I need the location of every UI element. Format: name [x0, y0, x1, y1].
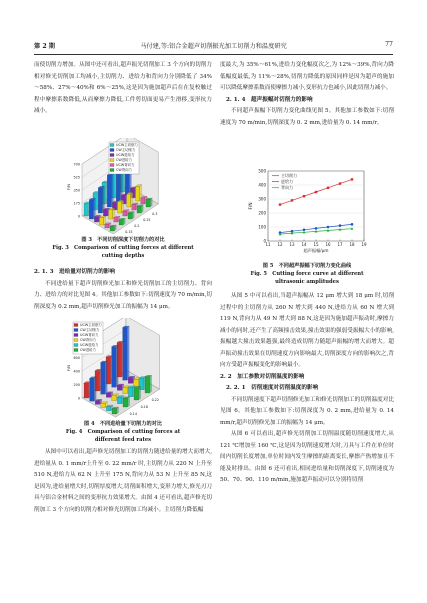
header-rule [34, 54, 393, 55]
data-point [303, 195, 305, 197]
bar-fig3-0-2 [94, 217, 98, 222]
left-paragraph-1: 而使切削力增加。从图中还可看出,超声振光切削加工 3 个方向的切削力相对修光切削加工均减小,主切削力、进给力和背向力分别降低了 34%～58%、27%～40%和 6%～25%,这是因为施加超声后在在复校触过程中摩擦系数降低,从而摩擦力降低,工件剪切面更易产生滑移,变形抗力减小。 [34, 62, 212, 114]
x-tick-label: 11 [265, 242, 271, 247]
y-tick-label: 600 [73, 356, 80, 360]
bar-fig4-0-2 [95, 401, 100, 405]
bar-side [102, 186, 104, 213]
running-title: 马付建,等:铝合金超声切削振光加工切削力和温度研究 [140, 43, 287, 50]
category-label: 0.22 [151, 398, 159, 403]
x-tick-label: 17 [337, 242, 343, 247]
legend-entry: UCW进给力 [116, 153, 135, 157]
bar-fig4-0-5 [112, 409, 117, 414]
bar-fig3-3-3 [127, 194, 131, 207]
bar-fig3-0-1 [89, 200, 93, 219]
category-label: 0.15 [125, 230, 133, 234]
y-tick-label: 350 [73, 188, 80, 193]
bar-side [141, 205, 143, 213]
legend-swatch [74, 344, 78, 347]
legend-entry: UCW主切削力 [80, 323, 102, 327]
category-label: 0.14 [129, 412, 137, 417]
bar-fig4-2-4 [128, 387, 133, 396]
y-tick-label: 500 [258, 168, 266, 174]
bar-fig3-2-5 [128, 213, 132, 219]
y-axis-label: F/N [67, 365, 71, 371]
bar-fig3-0-5 [110, 227, 114, 231]
left-paragraph-3: 从图中可以看出,超声修光切削加工的切削力随进给量的增大而增大,进给量从 0. 1 mm/r上升至 0. 22 mm/r 时,主切削力从 220 N 上升至 510 N,进给力从 62 N 上升至 175 N,背向力从 53 N 上升至 85 N,这是因为,进给量增大时,切削厚度增大,切削面积增大,变形力增大,修光刃刀具与铝合金材料之间的变形抗力效果增大。由图 4 还可看出,超声修光切削加工 3 个方向的切削力相对修光切削加工均减小。主切削力降低幅 [34, 449, 212, 513]
legend-entry: CW背向力 [116, 168, 132, 172]
bar-fig3-4-4 [141, 198, 145, 204]
data-point [351, 223, 354, 226]
y-tick-label: 700 [73, 162, 80, 167]
bar-fig4-0-3 [101, 403, 106, 407]
fig3-caption-en-2: cutting depths [101, 253, 145, 259]
bar-fig3-1-3 [109, 210, 113, 219]
fig4-caption-en-1: Fig. 4 Comparison of cutting forces at [65, 429, 181, 435]
y-tick-label: 175 [73, 201, 80, 206]
fig5-caption [220, 262, 394, 286]
y-axis-label: F/N [248, 202, 253, 210]
bar-side [150, 198, 152, 207]
bar-fig4-2-1 [112, 347, 117, 388]
y-tick-label: 525 [73, 175, 80, 180]
bar-fig4-2-3 [123, 387, 128, 393]
category-label: 0.25 [143, 218, 151, 222]
bar-fig4-1-1 [101, 362, 106, 394]
legend-swatch [74, 349, 78, 352]
y-tick-label: 100 [258, 224, 266, 230]
legend-entry: CW背向力 [80, 338, 96, 342]
y-tick-label: 200 [258, 210, 266, 216]
legend-swatch [110, 154, 114, 157]
data-point [279, 203, 281, 205]
bar-fig3-0-0 [84, 203, 88, 216]
y-tick-label: 300 [258, 196, 266, 202]
bar-fig3-3-5 [137, 206, 141, 213]
bar-side [127, 326, 129, 380]
bar-side [128, 397, 130, 407]
legend-entry: CW进给力 [116, 158, 132, 162]
left-paragraph-2: 不同进给量下超声切削修光加工和修光切削加工的主切削力、背向力、进给力的对比见图 4。其他加工参数如下:切削速度为 70 m/min,切削深度为 0.2 mm,超声切削修光加工的振幅为 14 μm。 [34, 280, 212, 310]
fig5-caption-cn: 图 5 不同超声振幅下切削力变化曲线 [262, 263, 352, 269]
bar-fig3-0-4 [105, 224, 109, 228]
legend-entry: UCW背向力 [116, 163, 135, 167]
x-axis-label: 超声振幅/μm [303, 248, 329, 253]
legend-entry: CW进给力 [80, 348, 96, 352]
legend-entry: 进给力 [281, 179, 293, 184]
data-point [339, 224, 342, 227]
bar-fig4-0-0 [84, 383, 89, 398]
right-paragraph-4: 不同切削速度下超声切削修光加工和修光切削加工的切削温度对比见图 6。其他加工参数如下:切削深度为 0. 2 mm,进给量为 0. 14 mm/r,超声切削修光加工的振幅为 14 μm。 [220, 396, 394, 426]
bar-fig3-1-5 [119, 220, 123, 225]
bar-fig4-2-5 [134, 388, 139, 400]
data-point [339, 182, 341, 184]
bar-fig4-1-2 [106, 393, 111, 397]
bar-fig3-4-3 [136, 186, 140, 201]
y-tick-label: 0 [77, 214, 80, 219]
x-tick-label: 12 [277, 242, 283, 247]
bar-fig3-2-1 [107, 175, 111, 207]
data-point [327, 226, 330, 229]
bar-fig4-2-2 [117, 385, 122, 390]
legend-entry: 背向力 [281, 185, 293, 190]
fig3-chart [66, 138, 174, 234]
fig4-caption-en-2: different feed rates [94, 437, 152, 443]
bar-fig4-3-5 [145, 377, 150, 393]
bar-fig3-1-4 [114, 218, 118, 222]
x-tick-label: 14 [301, 242, 307, 247]
data-point [315, 227, 318, 230]
right-section-22: 2. 2 加工参数对切削温度的影响 [220, 373, 305, 380]
right-paragraph-2: 不同超声振幅下切削力变化曲线见图 5。其他加工参数如下:切削速度为 70 m/min,切削深度为 0. 2 mm,进给量为 0. 14 mm/r。 [220, 108, 394, 126]
bar-fig4-3-1 [123, 328, 128, 381]
fig5-caption-en-1: Fig. 5 Cutting force curve at different [250, 271, 364, 277]
right-section-214: 2. 1. 4 超声振幅对切削力的影响 [226, 96, 313, 103]
legend-swatch [74, 339, 78, 342]
y-axis-label: F/N [67, 184, 71, 190]
bar-side [105, 361, 107, 394]
bar-fig3-3-4 [132, 205, 136, 210]
legend-swatch [74, 324, 78, 327]
bar-side [93, 198, 95, 219]
issue-number: 第 2 期 [34, 43, 55, 50]
page-number: 77 [385, 41, 393, 48]
data-point [303, 229, 306, 232]
fig5-chart [246, 165, 370, 257]
bar-fig3-2-4 [123, 211, 127, 216]
category-label: 0.18 [140, 405, 148, 410]
bar-fig4-3-2 [128, 378, 133, 384]
legend-swatch [110, 159, 114, 162]
bar-fig4-1-3 [112, 395, 117, 400]
data-point [315, 191, 317, 193]
legend-entry: CW主切削力 [116, 148, 136, 152]
bar-fig3-1-1 [98, 188, 102, 213]
right-paragraph-5: 从图 6 可以看出,超声修光切削加工切削温度随切削速度增大,从 121 ℃增加至 160 ℃,这是因为切削速度增大时,刀具与工件在单位时间内切削长度增加,单位时间内发生摩擦的距离变长,摩擦产热增加且不能及时排出。由图 6 还可看出,相同进给量和切削深度下,切削速度为 50、70、90、110 m/min,施加超声振动可以分别将切削 [220, 431, 394, 483]
y-tick-label: 400 [258, 182, 266, 188]
fig5-caption-en-2: ultrasonic amplitudes [275, 279, 339, 285]
category-label: 0.2 [134, 224, 140, 228]
x-tick-label: 19 [361, 242, 367, 247]
bar-side [94, 377, 96, 401]
bar-side [150, 375, 152, 393]
legend-swatch [110, 169, 114, 172]
y-tick-label: 0 [77, 396, 80, 401]
legend-swatch [74, 329, 78, 332]
bar-side [116, 345, 118, 387]
bar-fig3-4-5 [146, 200, 150, 207]
left-section-213: 2. 1. 3 进给量对切削力的影响 不同进给量下超声切削修光加工和修光切削加工的主切削力、背向力、进给力的对比见图 4。其他加工参数如下:切削速度为 70 m/min,切削深度为 0.2 mm,超声切削修光加工的振幅为 14 μm。 [34, 267, 212, 313]
legend-swatch [74, 334, 78, 337]
bar-fig3-1-2 [103, 210, 107, 216]
fig3-caption [34, 236, 212, 260]
bar-fig3-2-3 [118, 202, 122, 213]
x-tick-label: 15 [313, 242, 319, 247]
right-section-221: 2. 2. 1 切削速度对切削温度的影响 [226, 385, 319, 391]
fig3-caption-cn: 图 3 不同切削深度下切削力的对比 [81, 237, 165, 243]
x-tick-label: 18 [349, 242, 355, 247]
bar-fig4-3-3 [134, 379, 139, 386]
bar-fig4-1-5 [123, 398, 128, 407]
data-point [351, 178, 353, 180]
bar-fig4-0-4 [106, 407, 111, 411]
right-paragraph-3: 从图 5 中可以看出,当超声振幅从 12 μm 增大到 18 μm 时,切削过程中的主切削力从 260 N 增大到 440 N,进给力从 60 N 增大到 119 N,背向力从 49 N 增大到 88 N,这是因为施加超声振动时,摩擦力减小的同时,还产生了高频撞击效果,撞击效果的强弱受振幅大小的影响,振幅越大撞击效果越强,最终造成切削力随超声振幅的增大而增大。超声振动撞击效果在切削速度方向影响最大,切削深度方向的影响次之,背向方受超声振幅变化的影响最小。 2. 2 加工参数对切削温度的影响 2. 2. 1 切削速度对切削温度的影响 不同切削速度下超声切削修光加工和修光切削加工的切削温度对比见图 6。其他加工参数如下:切削深度为 0. 2 mm,进给量为 0. 14 mm/r,超声切削修光加工的振幅为 14 μm。 从图 6 可以看出,超声修光切削加工切削温度随切削速度增大,从 121 ℃增加至 160 ℃,这是因为切削速度增大时,刀具与工件在单位时间内切削长度增加,单位时间内发生摩擦的距离变长,摩擦产热增加且不能及时排出。由图 6 还可看出,相同进给量和切削深度下,切削速度为 50、70、90、110 m/min,施加超声振动可以分别将切削 [220, 291, 394, 487]
legend-swatch [110, 149, 114, 152]
legend-entry: UCW主切削力 [116, 143, 138, 147]
legend-entry: UCW进给力 [80, 343, 99, 347]
fig3-caption-en-1: Fig. 3 Comparison of cutting forces at different [52, 245, 194, 251]
running-header [34, 41, 393, 53]
y-tick-label: 0 [263, 238, 266, 244]
data-point [327, 187, 329, 189]
x-tick-label: 13 [289, 242, 295, 247]
category-label: 0.3 [152, 212, 158, 216]
y-tick-label: 400 [73, 369, 80, 374]
x-tick-label: 16 [325, 242, 331, 247]
bar-fig4-0-1 [90, 378, 95, 401]
legend-entry: UCW背向力 [80, 333, 99, 337]
legend-swatch [110, 144, 114, 147]
bar-fig4-1-4 [117, 397, 122, 404]
y-tick-label: 200 [73, 383, 80, 387]
fig4-caption [34, 420, 212, 444]
bar-side [139, 386, 141, 400]
fig4-caption-cn: 图 4 不同进给量下切削力的对比 [83, 421, 163, 427]
bar-fig3-0-3 [100, 218, 104, 225]
right-paragraph-1: 度最大,为 35%～61%,进给力变化幅度次之,为 12%～39%,背向力降低幅度最低,为 11%～28%,切削力降低的原因同样是因为超声的施加可以降低摩擦系数而使摩擦力减小,变形抗力也减小,因此切削力减小。 2. 1. 4 超声振幅对切削力的影响 不同超声振幅下切削力变化曲线见图 5。其他加工参数如下:切削速度为 70 m/min,切削深度为 0. 2 mm,进给量为 0. 14 mm/r。 [220, 60, 394, 129]
fig4-chart [66, 318, 176, 418]
legend-entry: CW主切削力 [80, 328, 100, 332]
data-point [291, 199, 293, 201]
legend-swatch [110, 164, 114, 167]
legend-entry: 主切削力 [281, 173, 297, 178]
